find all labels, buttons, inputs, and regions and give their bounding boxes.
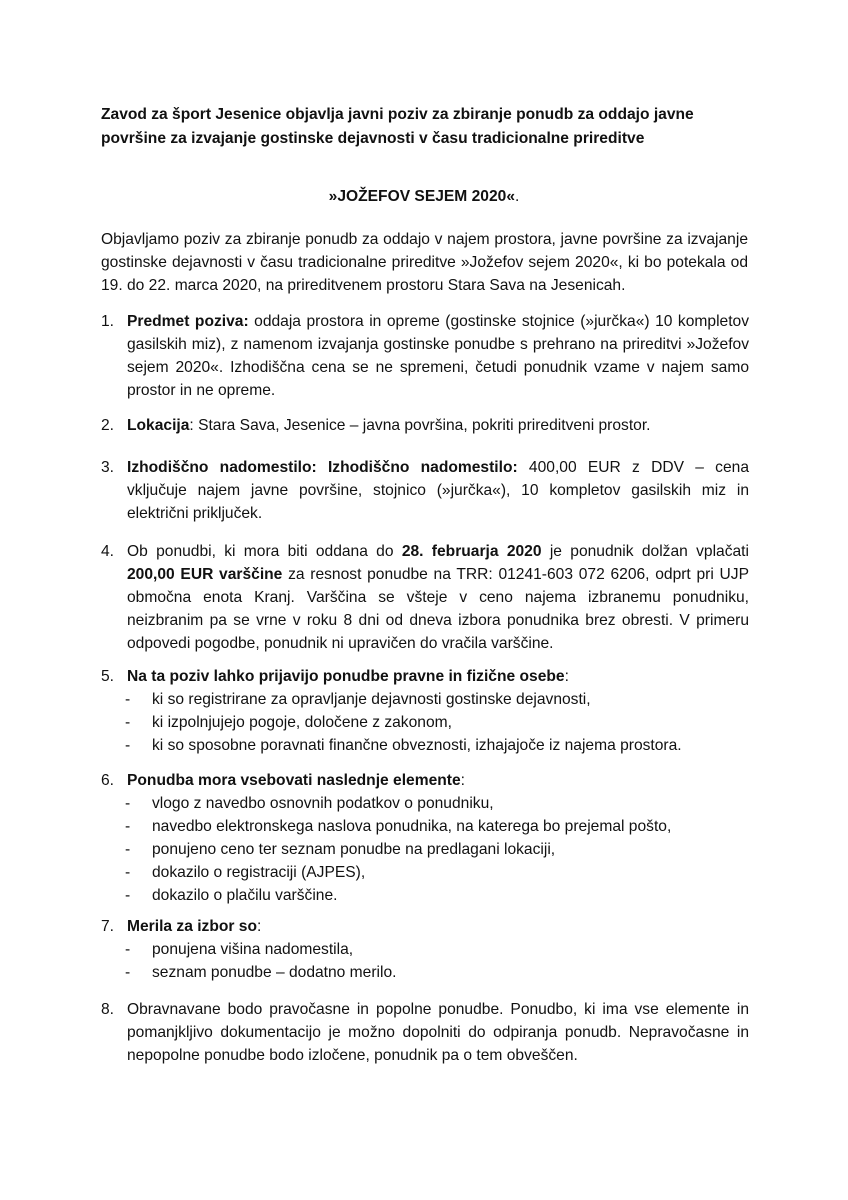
item-text: : Stara Sava, Jesenice – javna površina, pokriti prireditveni prostor.	[189, 417, 651, 434]
item-label: Izhodiščno nadomestilo: Izhodiščno nadomestilo:	[127, 459, 518, 476]
item-text: 400,00 EUR z DDV – cena vključuje najem javne površine, stojnico (»jurčka«), 10 kompletov gasilskih miz in električni priključek.	[127, 459, 749, 522]
bullet-text: seznam ponudbe – dodatno merilo.	[152, 964, 397, 981]
bullet-list	[101, 792, 749, 907]
intro-paragraph: Objavljamo poziv za zbiranje ponudb za oddajo v najem prostora, javne površine za izvajanje gostinske dejavnosti v času tradicionalne prireditve »Jožefov sejem 2020«, ki bo potekala od 19. do 22. marca 2020, na prireditvenem prostoru Stara Sava na Jesenicah.	[101, 231, 748, 294]
item-number: 4.	[101, 543, 115, 560]
item-body	[127, 769, 749, 792]
list-item-4	[101, 540, 749, 655]
item-text-b: je ponudnik dolžan vplačati	[541, 543, 749, 560]
list-item-6	[101, 769, 749, 907]
list-item-8	[101, 998, 749, 1067]
bullet-text: ponujeno ceno ter seznam ponudbe na predlagani lokaciji,	[152, 841, 556, 858]
bullet-text: ki izpolnjujejo pogoje, določene z zakonom,	[152, 714, 452, 731]
bullet-item	[101, 884, 749, 907]
item-body	[127, 310, 749, 402]
bullet-text: dokazilo o plačilu varščine.	[152, 887, 338, 904]
bullet-list	[101, 688, 749, 757]
item-label: Ponudba mora vsebovati naslednje elemente	[127, 772, 461, 789]
item-label: Na ta poziv lahko prijavijo ponudbe pravne in fizične osebe	[127, 668, 565, 685]
item-number: 6.	[101, 772, 115, 789]
item-suffix: :	[256, 918, 262, 935]
item-number: 5.	[101, 668, 115, 685]
list-item-2	[101, 414, 749, 437]
item-body	[127, 456, 749, 525]
bullet-marker: -	[125, 864, 131, 881]
list-item-5	[101, 665, 749, 757]
bullet-item	[101, 838, 749, 861]
list-item-3	[101, 456, 749, 525]
bullet-text: dokazilo o registraciji (AJPES),	[152, 864, 366, 881]
item-body: Obravnavane bodo pravočasne in popolne ponudbe. Ponudbo, ki ima vse elemente in pomanjkljivo dokumentacijo je možno dopolniti do odpiranja ponudb. Nepravočasne in nepopolne ponudbe bodo izločene, ponudnik pa o tem obveščen.	[127, 1001, 749, 1064]
bullet-item	[101, 961, 749, 984]
bullet-marker: -	[125, 691, 131, 708]
bullet-item	[101, 688, 749, 711]
item-suffix: :	[564, 668, 569, 685]
item-body	[127, 915, 749, 938]
bullet-item	[101, 792, 749, 815]
bullet-marker: -	[125, 737, 131, 754]
item-body	[127, 665, 749, 688]
item-text-a: Ob ponudbi, ki mora biti oddana do	[127, 543, 402, 560]
event-title-bold: »JOŽEFOV SEJEM 2020«	[328, 188, 515, 205]
bullet-item	[101, 711, 749, 734]
item-suffix: :	[460, 772, 465, 789]
item-number: 1.	[101, 313, 115, 330]
bullet-item	[101, 815, 749, 838]
bullet-marker: -	[125, 818, 131, 835]
bullet-marker: -	[125, 714, 131, 731]
item-deposit: 200,00 EUR varščine	[127, 566, 283, 583]
item-text: oddaja prostora in opreme (gostinske stojnice (»jurčka«) 10 kompletov gasilskih miz), z namenom izvajanja gostinske ponudbe s prehrano na prireditvi »Jožefov sejem 2020«. Izhodiščna cena se ne spremeni, četudi ponudnik vzame v najem samo prostor in ne opreme.	[127, 313, 750, 399]
list-item-1	[101, 310, 749, 402]
bullet-marker: -	[125, 941, 131, 958]
item-deadline: 28. februarja 2020	[401, 543, 542, 560]
bullet-text: vlogo z navedbo osnovnih podatkov o ponudniku,	[152, 795, 494, 812]
bullet-item	[101, 734, 749, 757]
item-body	[127, 414, 749, 437]
event-title	[0, 185, 848, 208]
item-number: 8.	[101, 1001, 115, 1018]
bullet-text: ponujena višina nadomestila,	[152, 941, 354, 958]
item-number: 3.	[101, 459, 115, 476]
item-number: 2.	[101, 417, 115, 434]
bullet-text: navedbo elektronskega naslova ponudnika, na katerega bo prejemal pošto,	[152, 818, 672, 835]
bullet-item	[101, 861, 749, 884]
document-heading: Zavod za šport Jesenice objavlja javni poziv za zbiranje ponudb za oddajo javne površine za izvajanje gostinske dejavnosti v času tradicionalne prireditve	[101, 106, 694, 147]
bullet-marker: -	[125, 964, 131, 981]
item-label: Lokacija	[127, 417, 190, 434]
event-title-suffix: .	[515, 188, 520, 205]
list-item-7	[101, 915, 749, 984]
bullet-marker: -	[125, 795, 131, 812]
item-body	[127, 540, 749, 655]
bullet-text: ki so registrirane za opravljanje dejavnosti gostinske dejavnosti,	[152, 691, 591, 708]
bullet-text: ki so sposobne poravnati finančne obveznosti, izhajajoče iz najema prostora.	[152, 737, 682, 754]
bullet-marker: -	[125, 841, 131, 858]
bullet-item	[101, 938, 749, 961]
bullet-marker: -	[125, 887, 131, 904]
item-label: Predmet poziva:	[127, 313, 249, 330]
item-number: 7.	[101, 918, 115, 935]
item-text-c: za resnost ponudbe na TRR: 01241-603 072 6206, odprt pri UJP območna enota Kranj. Varščina se všteje v ceno najema izbranemu ponudniku, neizbranim pa se vrne v roku 8 dni od dneva izbora ponudnika brez obresti. V primeru odpovedi pogodbe, ponudnik ni upravičen do vračila varščine.	[127, 566, 750, 652]
item-label: Merila za izbor so	[127, 918, 257, 935]
bullet-list	[101, 938, 749, 984]
